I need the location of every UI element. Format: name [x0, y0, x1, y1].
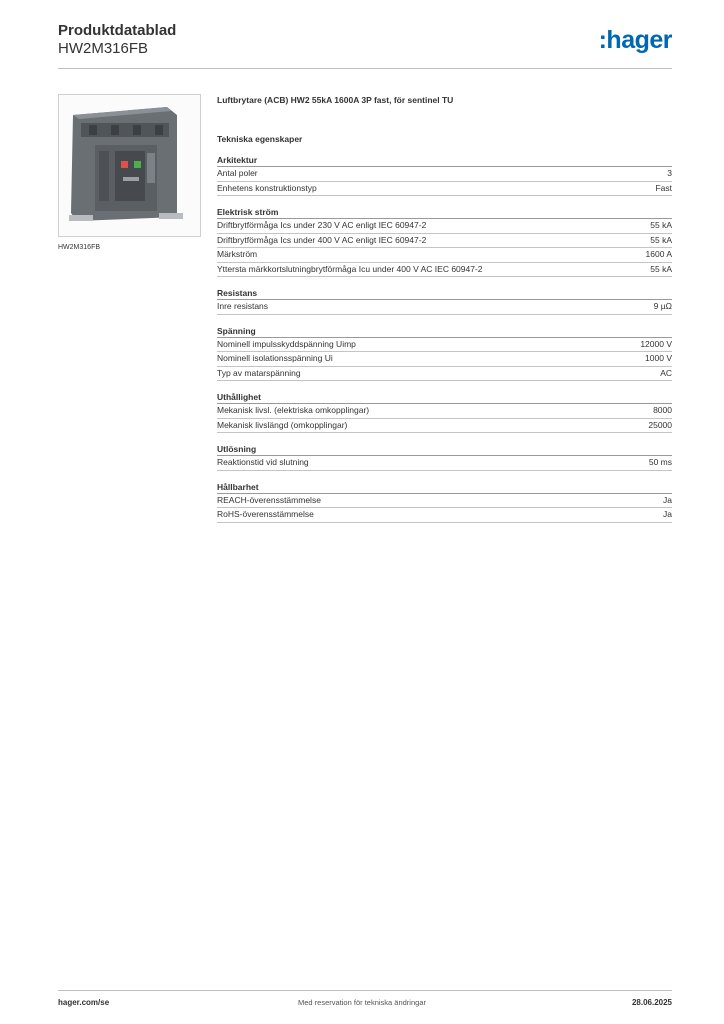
- spec-label: Driftbrytförmåga Ics under 400 V AC enligt IEC 60947-2: [217, 234, 427, 245]
- spec-section: [217, 481, 672, 523]
- spec-value: 8000: [653, 405, 672, 415]
- spec-row: [217, 263, 672, 278]
- section-title: Elektrisk ström: [217, 206, 672, 219]
- spec-row: [217, 419, 672, 434]
- spec-label: Enhetens konstruktionstyp: [217, 182, 317, 193]
- spec-label: Inre resistans: [217, 301, 269, 311]
- page-header: [58, 20, 672, 68]
- spec-sections: [217, 154, 672, 523]
- spec-label: RoHS-överensstämmelse: [217, 509, 314, 519]
- svg-text::hager: :hager: [598, 26, 672, 54]
- section-title: Hållbarhet: [217, 481, 672, 494]
- section-title: Spänning: [217, 325, 672, 338]
- footer-website: hager.com/se: [58, 998, 110, 1007]
- spec-section: [217, 287, 672, 315]
- spec-value: 12000 V: [640, 338, 672, 349]
- document-title: Produktdatablad: [58, 22, 177, 39]
- spec-section: [217, 154, 672, 196]
- spec-value: 1000 V: [645, 353, 672, 363]
- tech-heading: Tekniska egenskaper: [217, 134, 303, 144]
- spec-label: REACH-överensstämmelse: [217, 494, 321, 505]
- footer-disclaimer: Med reservation för tekniska ändringar: [298, 998, 426, 1007]
- spec-value: 55 kA: [650, 234, 672, 245]
- spec-value: Ja: [663, 509, 672, 519]
- spec-row: [217, 234, 672, 249]
- spec-row: [217, 508, 672, 523]
- spec-label: Mekanisk livslängd (omkopplingar): [217, 419, 348, 430]
- footer-divider: [58, 990, 672, 991]
- spec-section: [217, 443, 672, 471]
- spec-value: 50 ms: [648, 457, 672, 467]
- spec-section: [217, 325, 672, 382]
- spec-row: [217, 404, 672, 419]
- spec-label: Märkström: [217, 249, 258, 259]
- spec-section: [217, 391, 672, 433]
- spec-label: Driftbrytförmåga Ics under 230 V AC enligt IEC 60947-2: [217, 220, 427, 230]
- product-image: [58, 94, 201, 237]
- spec-label: Mekanisk livsl. (elektriska omkopplingar): [217, 405, 370, 415]
- spec-label: Reaktionstid vid slutning: [217, 457, 309, 467]
- spec-label: Nominell impulsskyddspänning Uimp: [217, 338, 356, 349]
- spec-label: Nominell isolationsspänning Ui: [217, 353, 333, 363]
- section-title: Uthållighet: [217, 391, 672, 404]
- spec-value: 55 kA: [650, 220, 672, 230]
- spec-row: [217, 248, 672, 263]
- spec-row: [217, 219, 672, 234]
- spec-row: [217, 338, 672, 353]
- spec-label: Typ av matarspänning: [217, 367, 301, 378]
- product-name: Luftbrytare (ACB) HW2 55kA 1600A 3P fast, för sentinel TU: [217, 95, 454, 105]
- spec-row: [217, 167, 672, 182]
- spec-label: Yttersta märkkortslutningbrytförmåga Icu under 400 V AC IEC 60947-2: [217, 263, 483, 274]
- spec-value: 1600 A: [645, 249, 672, 259]
- image-caption: HW2M316FB: [58, 244, 101, 251]
- spec-value: 3: [667, 168, 672, 178]
- spec-content: [217, 95, 672, 533]
- spec-value: Ja: [663, 494, 672, 505]
- section-title: Arkitektur: [217, 154, 672, 167]
- product-code: HW2M316FB: [58, 40, 149, 57]
- spec-label: Antal poler: [217, 168, 258, 178]
- hager-logo: [588, 24, 672, 56]
- footer-date: 28.06.2025: [631, 998, 672, 1007]
- section-title: Utlösning: [217, 443, 672, 456]
- spec-row: [217, 182, 672, 197]
- spec-section: [217, 206, 672, 277]
- spec-value: AC: [660, 367, 672, 378]
- spec-value: 55 kA: [650, 263, 672, 274]
- spec-row: [217, 352, 672, 367]
- spec-row: [217, 494, 672, 509]
- spec-row: [217, 300, 672, 315]
- spec-value: 9 µΩ: [653, 301, 672, 311]
- section-title: Resistans: [217, 287, 672, 300]
- spec-value: 25000: [648, 419, 672, 430]
- spec-row: [217, 456, 672, 471]
- header-divider: [58, 68, 672, 69]
- spec-row: [217, 367, 672, 382]
- spec-value: Fast: [655, 182, 672, 193]
